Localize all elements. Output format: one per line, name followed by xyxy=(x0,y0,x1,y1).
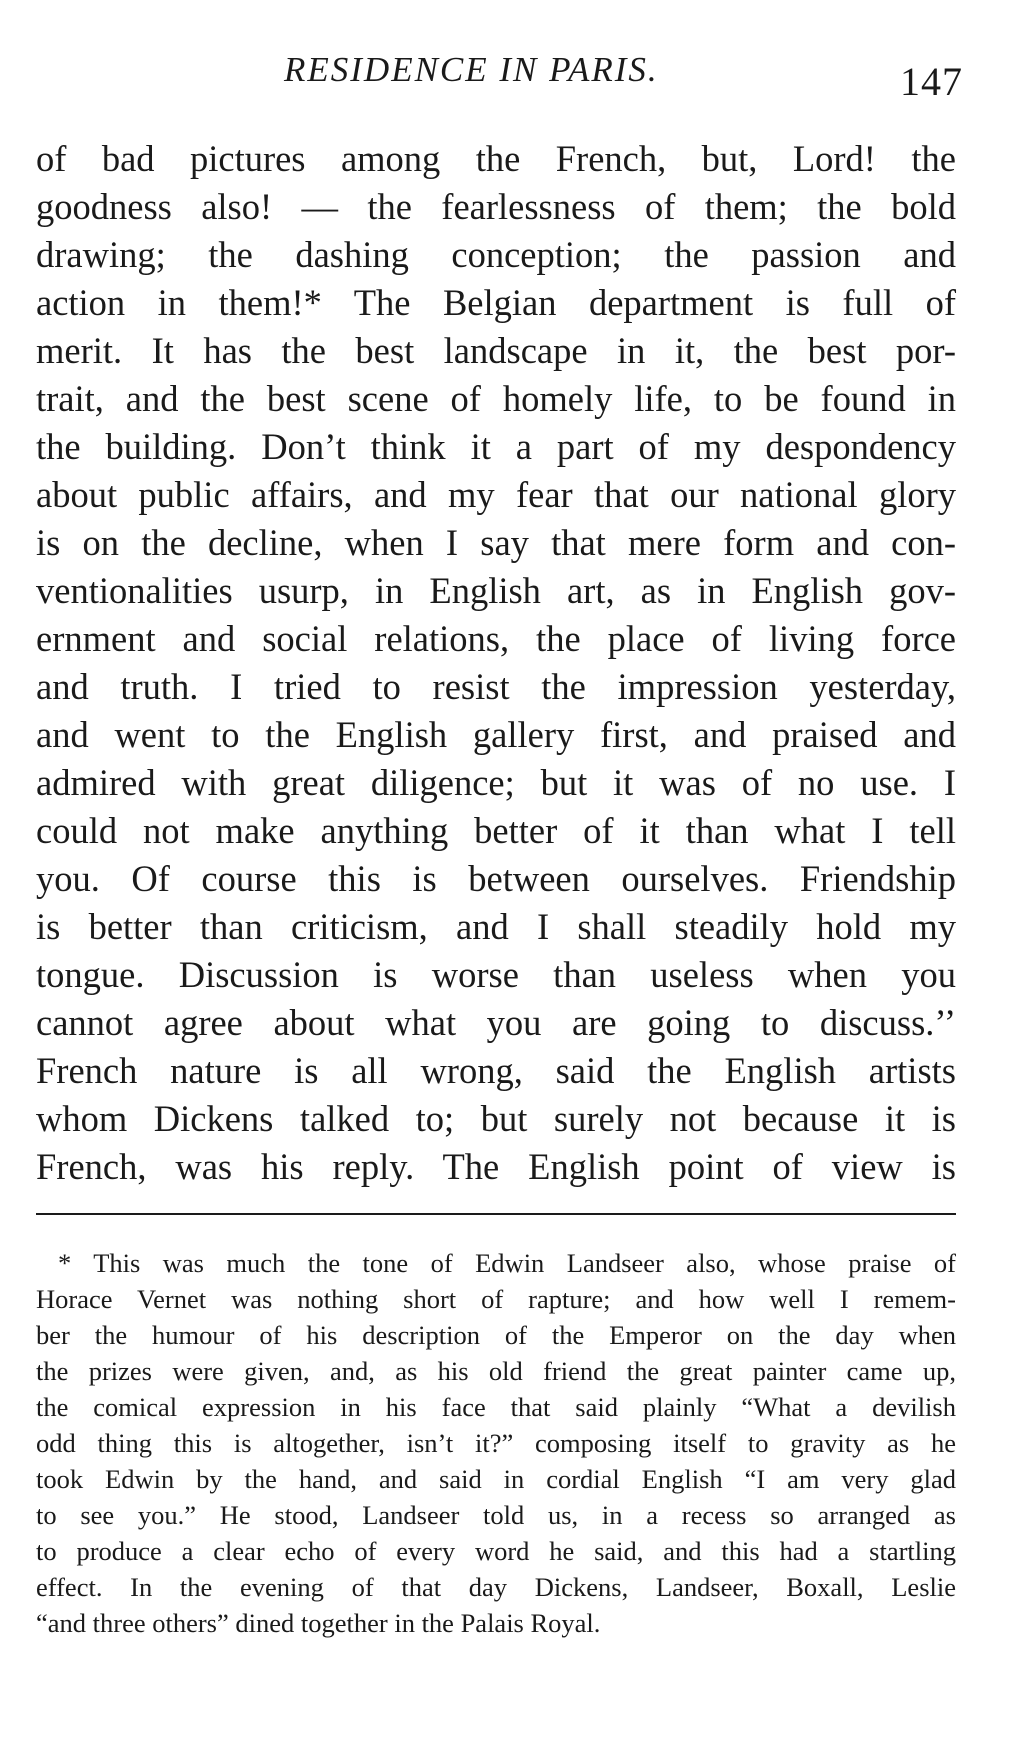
body-line: and truth. I tried to resist the impression yesterday, xyxy=(36,666,956,707)
body-text xyxy=(36,135,956,1191)
body-line: goodness also! — the fearlessness of them; the bold xyxy=(36,186,956,227)
body-line: admired with great diligence; but it was of no use. I xyxy=(36,762,956,803)
running-title: RESIDENCE IN PARIS. xyxy=(284,50,659,89)
footnote-line: the prizes were given, and, as his old friend the great painter came up, xyxy=(36,1356,956,1386)
page-number: 147 xyxy=(900,59,963,104)
footnote-line: the comical expression in his face that said plainly “What a devilish xyxy=(36,1392,956,1422)
body-line: drawing; the dashing conception; the passion and xyxy=(36,234,956,275)
body-line: of bad pictures among the French, but, Lord! the xyxy=(36,138,956,179)
body-line: French, was his reply. The English point of view is xyxy=(36,1146,956,1187)
body-line: and went to the English gallery first, and praised and xyxy=(36,714,956,755)
body-line: merit. It has the best landscape in it, the best por- xyxy=(36,330,956,371)
body-line: is better than criticism, and I shall steadily hold my xyxy=(36,906,956,947)
body-line: you. Of course this is between ourselves. Friendship xyxy=(36,858,956,899)
body-line: about public affairs, and my fear that our national glory xyxy=(36,474,956,515)
footnote-line: odd thing this is altogether, isn’t it?” composing itself to gravity as he xyxy=(36,1428,956,1458)
footnote-line: “and three others” dined together in the Palais Royal. xyxy=(36,1608,601,1638)
footnote-line: ber the humour of his description of the Emperor on the day when xyxy=(36,1320,956,1350)
footnote-line: to see you.” He stood, Landseer told us, in a recess so arranged as xyxy=(36,1500,956,1530)
body-line: French nature is all wrong, said the English artists xyxy=(36,1050,956,1091)
footnote-line: to produce a clear echo of every word he said, and this had a startling xyxy=(36,1536,956,1566)
running-head xyxy=(0,46,1028,104)
footnote xyxy=(36,1245,956,1641)
body-line: whom Dickens talked to; but surely not because it is xyxy=(36,1098,956,1139)
body-line: trait, and the best scene of homely life, to be found in xyxy=(36,378,956,419)
body-line: ernment and social relations, the place of living force xyxy=(36,618,956,659)
body-line: action in them!* The Belgian department is full of xyxy=(36,282,956,323)
body-line: is on the decline, when I say that mere form and con- xyxy=(36,522,956,563)
body-line: cannot agree about what you are going to discuss.’’ xyxy=(36,1002,956,1043)
footnote-line: effect. In the evening of that day Dickens, Landseer, Boxall, Leslie xyxy=(36,1572,956,1602)
footnote-divider xyxy=(36,1213,956,1215)
body-line: tongue. Discussion is worse than useless when you xyxy=(36,954,956,995)
body-line: could not make anything better of it than what I tell xyxy=(36,810,956,851)
footnote-line: * This was much the tone of Edwin Landseer also, whose praise of xyxy=(58,1248,956,1278)
footnote-line: Horace Vernet was nothing short of rapture; and how well I remem- xyxy=(36,1284,956,1314)
body-line: ventionalities usurp, in English art, as in English gov- xyxy=(36,570,956,611)
footnote-line: took Edwin by the hand, and said in cordial English “I am very glad xyxy=(36,1464,956,1494)
body-line: the building. Don’t think it a part of my despondency xyxy=(36,426,956,467)
